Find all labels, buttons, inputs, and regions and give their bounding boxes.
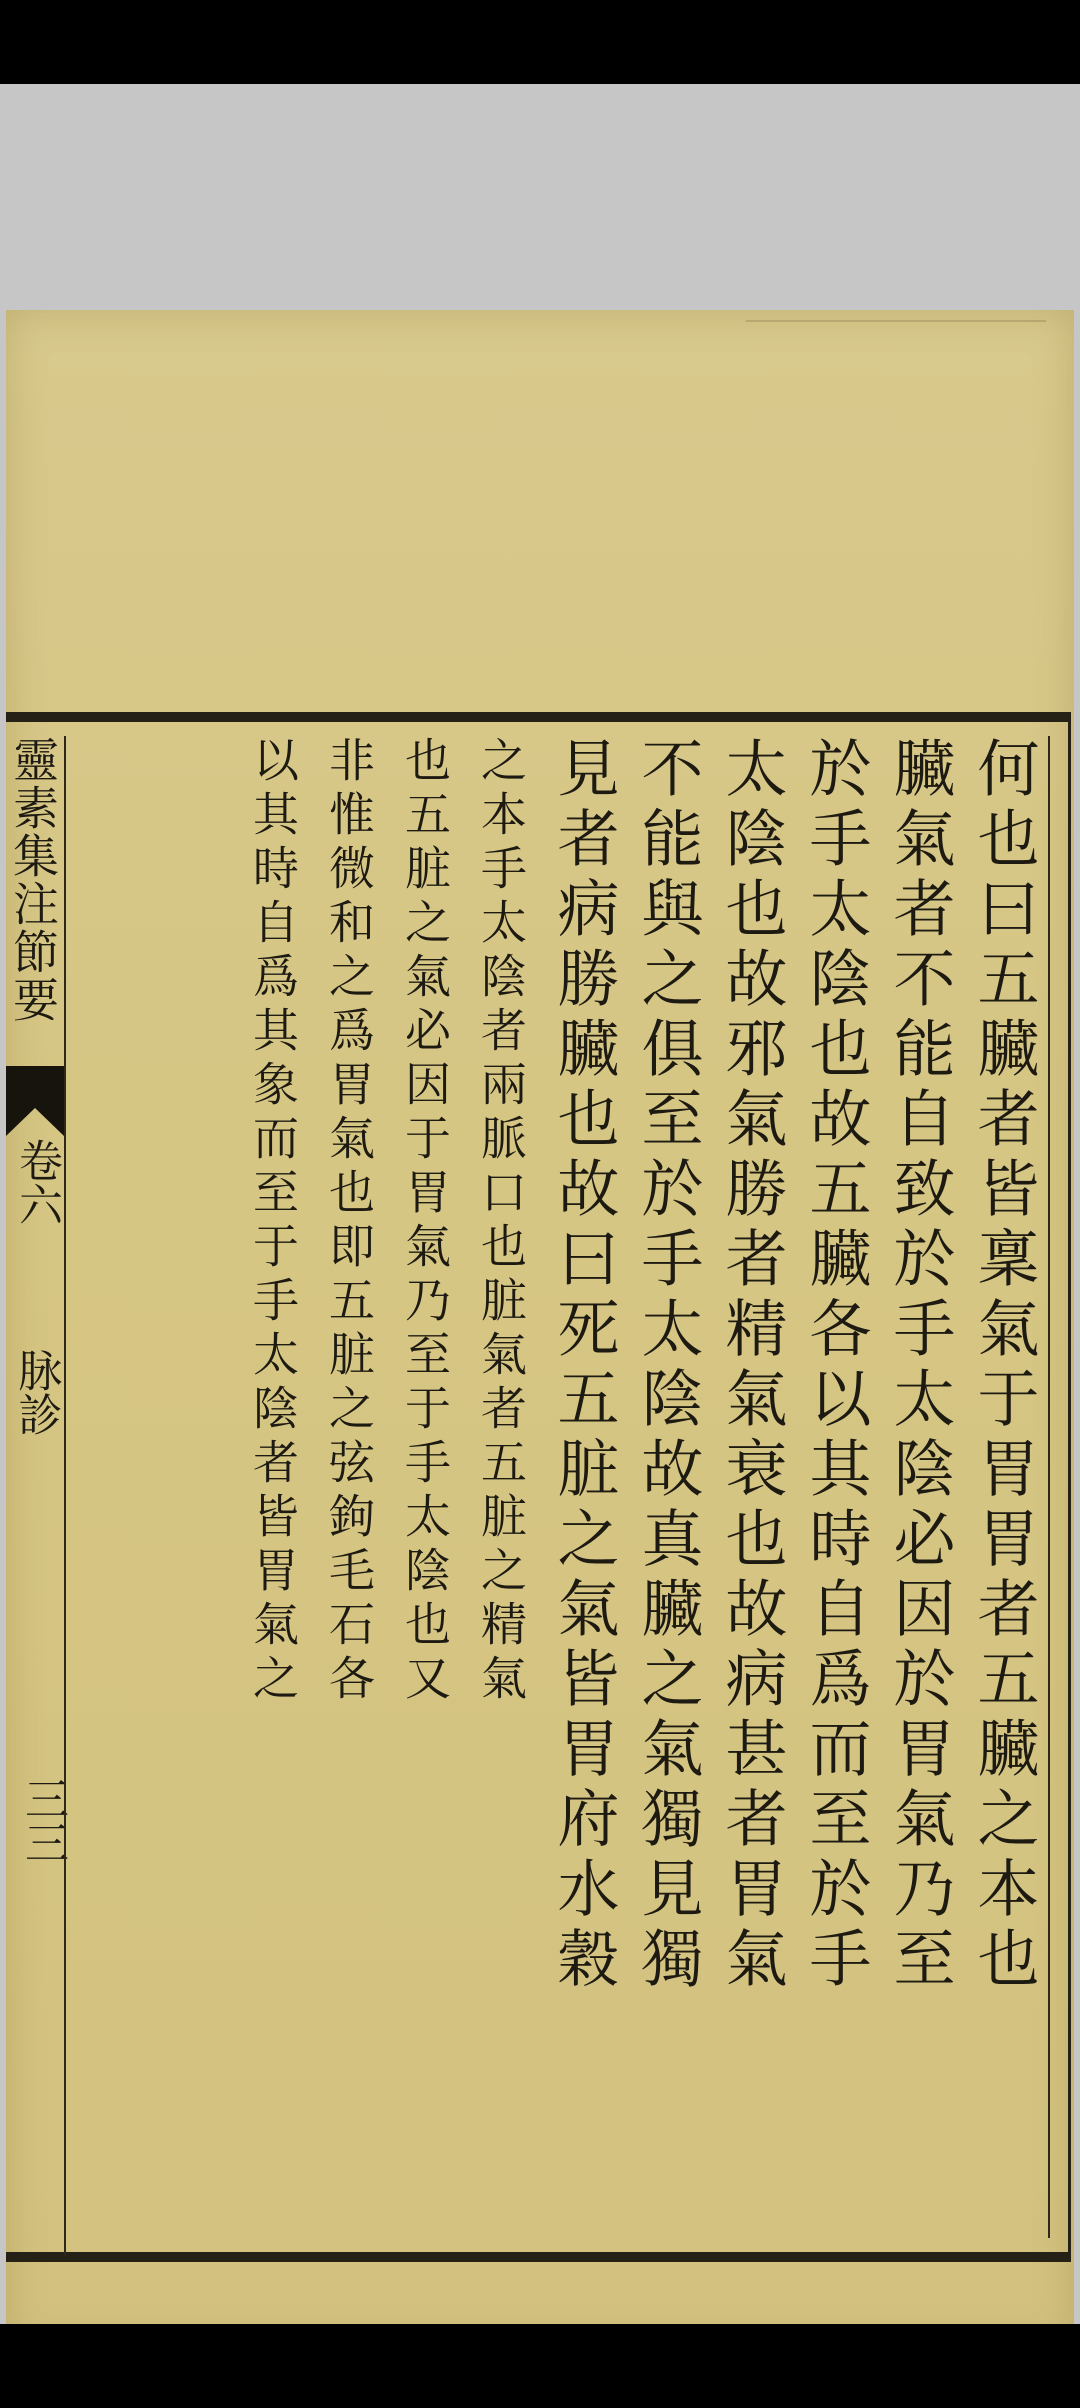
book-page-scan [6, 310, 1074, 2347]
text-column-1: 何也曰五臟者皆稟氣于胃胃者五臟之本也 [967, 736, 1040, 1996]
volume-label: 卷六 [11, 1138, 62, 1226]
annotation-column-2: 也五脏之氣必因于胃氣乃至于手太陰也又 [398, 736, 452, 1708]
book-title: 靈素集注節要 [6, 736, 60, 1024]
page-number: 三三 [17, 1776, 68, 1864]
annotation-column-1: 之本手太陰者兩脈口也脏氣者五脏之精氣 [474, 736, 528, 1708]
text-column-5: 不能與之俱至於手太陰故真臟之氣獨見獨 [631, 736, 704, 1996]
text-column-2: 臟氣者不能自致於手太陰必因於胃氣乃至 [883, 736, 956, 1996]
text-column-3: 於手太陰也故五臟各以其時自爲而至於手 [799, 736, 872, 1996]
text-frame [6, 712, 1071, 2262]
fishtail-mark-icon [6, 1066, 64, 1136]
navigation-bar [0, 2324, 1080, 2408]
text-column-4: 太陰也故邪氣勝者精氣衰也故病甚者胃氣 [715, 736, 788, 1996]
text-column-6: 見者病勝臟也故曰死五脏之氣皆胃府水穀 [547, 736, 620, 1996]
section-label: 脉診 [10, 1348, 62, 1436]
page-stain [746, 320, 1046, 322]
text-body [64, 736, 1050, 2238]
page-spine-banxin [6, 736, 66, 2256]
annotation-column-4: 以其時自爲其象而至于手太陰者皆胃氣之 [246, 736, 300, 1708]
annotation-column-3: 非惟微和之爲胃氣也即五脏之弦鉤毛石各 [322, 736, 376, 1708]
image-viewer[interactable] [0, 84, 1080, 2324]
status-bar [0, 0, 1080, 84]
